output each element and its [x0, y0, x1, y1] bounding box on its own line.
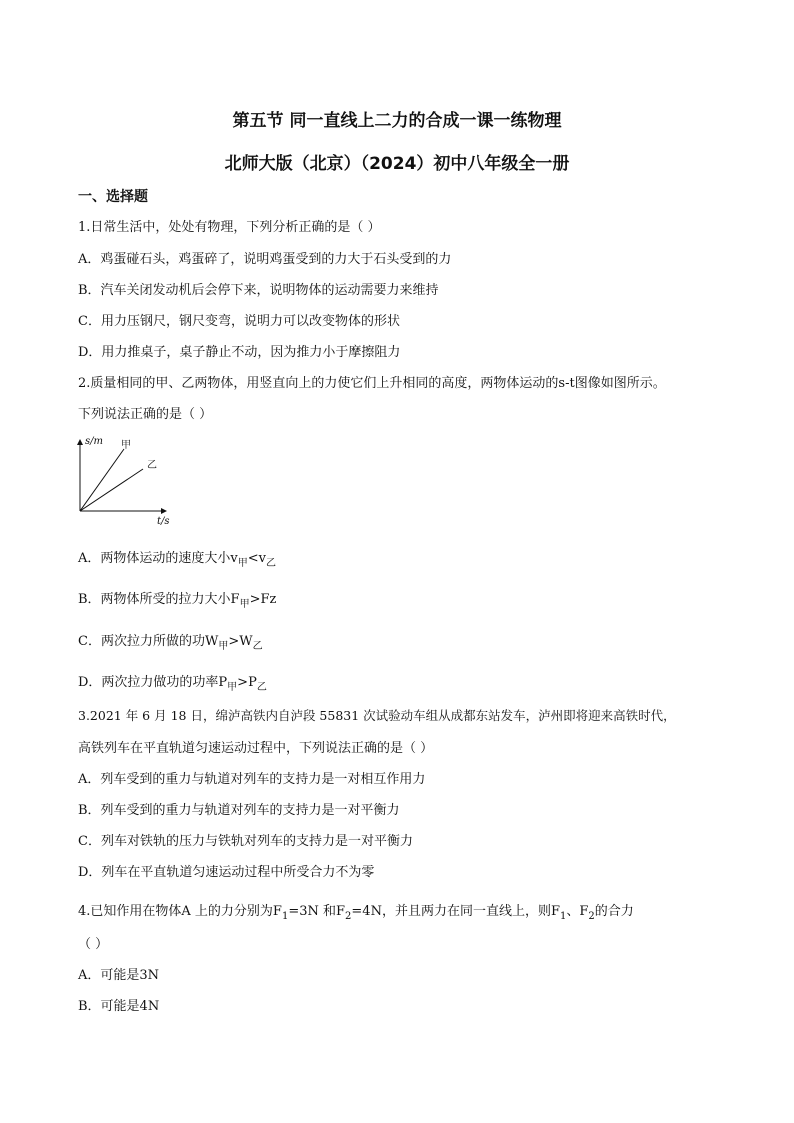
q1-stem: 1.日常生活中，处处有物理，下列分析正确的是（ ） — [78, 220, 381, 235]
q1-option-d: D．用力推桌子，桌子静止不动，因为推力小于摩擦阻力 — [78, 345, 401, 360]
q2-option-a: A．两物体运动的速度大小$v_甲<v_乙$ — [78, 551, 276, 569]
s-t-graph — [68, 432, 188, 532]
document-subtitle: 北师大版（北京）（2024）初中八年级全一册 — [224, 154, 570, 174]
q3-option-d: D．列车在平直轨道匀速运动过程中所受合力不为零 — [78, 865, 375, 880]
q2-option-d: D．两次拉力做功的功率$P_甲>P_乙$ — [78, 675, 267, 693]
y-axis-label: s/m — [85, 436, 103, 447]
line-jia-label: 甲 — [121, 440, 131, 451]
q3-option-a: A．列车受到的重力与轨道对列车的支持力是一对相互作用力 — [78, 772, 426, 787]
q1-option-c: C．用力压钢尺，钢尺变弯，说明力可以改变物体的形状 — [78, 314, 400, 329]
line-yi-label: 乙 — [147, 460, 157, 471]
x-axis-label: t/s — [157, 516, 170, 527]
section-heading: 一、选择题 — [78, 189, 148, 205]
q3-option-b: B．列车受到的重力与轨道对列车的支持力是一对平衡力 — [78, 803, 400, 818]
q4-stem-line2: （ ） — [78, 937, 109, 952]
q4-option-a: A．可能是3N — [78, 968, 160, 983]
q2-stem-line1: 2.质量相同的甲、乙两物体，用竖直向上的力使它们上升相同的高度，两物体运动的s-t图像如图所示。 — [78, 376, 666, 391]
q3-stem-line1: 3.2021 年 6 月 18 日，绵泸高铁内自泸段 55831 次试验动车组从成都东站发车，泸州即将迎来高铁时代， — [78, 708, 676, 723]
line-jia — [80, 449, 124, 511]
q2-option-c: C．两次拉力所做的功$W_甲>W_乙$ — [78, 634, 263, 652]
q3-option-c: C．列车对铁轨的压力与铁轨对列车的支持力是一对平衡力 — [78, 834, 413, 849]
document-title: 第五节 同一直线上二力的合成一课一练物理 — [232, 111, 562, 131]
q4-stem-line1: 4.已知作用在物体A 上的力分别为$F_1=3N$ 和$F_2=4N$，并且两力在同一直线上，则$F_1$、$F_2$的合力 — [78, 904, 634, 922]
q3-stem-line2: 高铁列车在平直轨道匀速运动过程中，下列说法正确的是（ ） — [78, 741, 434, 756]
q2-stem-line2: 下列说法正确的是（ ） — [78, 407, 213, 422]
line-yi — [80, 469, 143, 511]
q4-option-b: B．可能是4N — [78, 999, 160, 1014]
q1-option-b: B．汽车关闭发动机后会停下来，说明物体的运动需要力来维持 — [78, 283, 439, 298]
q1-option-a: A．鸡蛋碰石头，鸡蛋碎了，说明鸡蛋受到的力大于石头受到的力 — [78, 252, 452, 267]
q2-option-b: B．两物体所受的拉力大小$F_甲>Fz$ — [78, 592, 277, 610]
